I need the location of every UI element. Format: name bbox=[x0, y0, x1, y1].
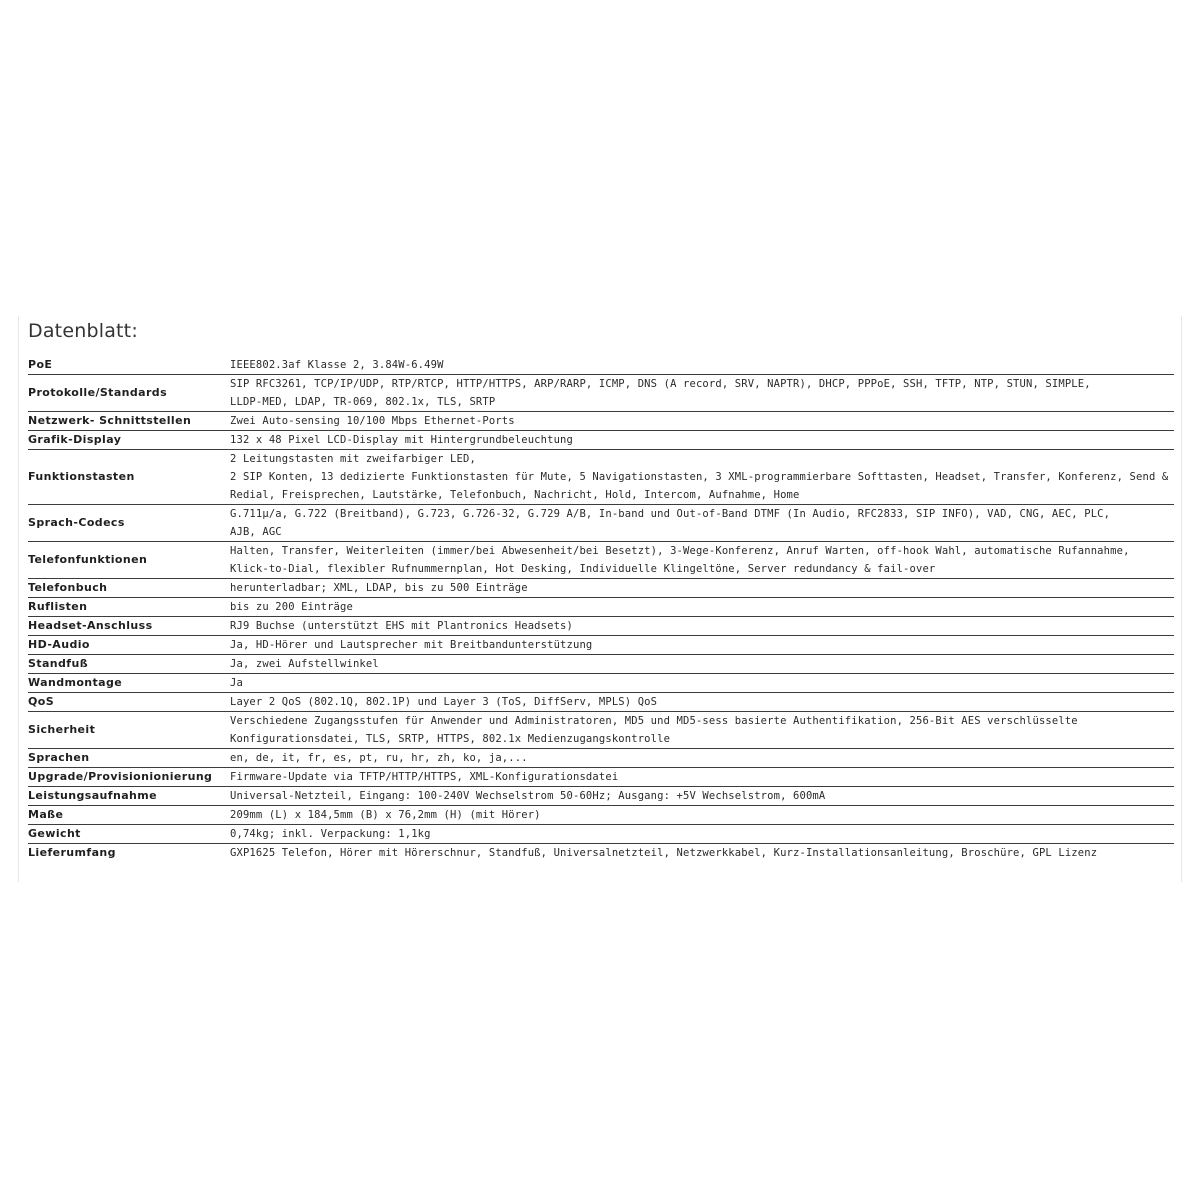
spec-value bbox=[230, 636, 1174, 655]
spec-value-line: 2 Leitungstasten mit zweifarbiger LED, bbox=[230, 453, 476, 465]
spec-label: Headset-Anschluss bbox=[28, 617, 230, 636]
spec-value bbox=[230, 806, 1174, 825]
spec-value-line: 0,74kg; inkl. Verpackung: 1,1kg bbox=[230, 828, 431, 840]
spec-value bbox=[230, 431, 1174, 450]
spec-value-line: RJ9 Buchse (unterstützt EHS mit Plantronics Headsets) bbox=[230, 620, 573, 632]
spec-value-line: herunterladbar; XML, LDAP, bis zu 500 Einträge bbox=[230, 582, 528, 594]
spec-row bbox=[28, 712, 1174, 749]
spec-label: Maße bbox=[28, 806, 230, 825]
spec-row bbox=[28, 375, 1174, 412]
spec-label: PoE bbox=[28, 356, 230, 375]
spec-label: Leistungsaufnahme bbox=[28, 787, 230, 806]
spec-label: Netzwerk- Schnittstellen bbox=[28, 412, 230, 431]
spec-row bbox=[28, 825, 1174, 844]
spec-label: Wandmontage bbox=[28, 674, 230, 693]
spec-value-line: IEEE802.3af Klasse 2, 3.84W-6.49W bbox=[230, 359, 444, 371]
spec-row bbox=[28, 598, 1174, 617]
spec-label: Gewicht bbox=[28, 825, 230, 844]
spec-value-line: Ja bbox=[230, 677, 243, 689]
spec-row bbox=[28, 450, 1174, 505]
spec-value-line: Konfigurationsdatei, TLS, SRTP, HTTPS, 802.1x Medienzugangskontrolle bbox=[230, 733, 671, 745]
spec-value-line: SIP RFC3261, TCP/IP/UDP, RTP/RTCP, HTTP/HTTPS, ARP/RARP, ICMP, DNS (A record, SRV, NAPTR), DHCP, PPPoE, SSH, TFTP, NTP, STUN, SIMPLE, bbox=[230, 378, 1091, 390]
spec-value-line: Ja, zwei Aufstellwinkel bbox=[230, 658, 379, 670]
spec-value-line: Layer 2 QoS (802.1Q, 802.1P) und Layer 3 (ToS, DiffServ, MPLS) QoS bbox=[230, 696, 658, 708]
spec-value bbox=[230, 844, 1174, 863]
spec-row bbox=[28, 579, 1174, 598]
spec-value-line: 209mm (L) x 184,5mm (B) x 76,2mm (H) (mit Hörer) bbox=[230, 809, 541, 821]
spec-value-line: Firmware-Update via TFTP/HTTP/HTTPS, XML-Konfigurationsdatei bbox=[230, 771, 619, 783]
spec-table-body bbox=[28, 356, 1174, 862]
spec-row bbox=[28, 356, 1174, 375]
spec-label: Standfuß bbox=[28, 655, 230, 674]
spec-value bbox=[230, 412, 1174, 431]
spec-row bbox=[28, 617, 1174, 636]
spec-label: Sicherheit bbox=[28, 712, 230, 749]
spec-value-line: Halten, Transfer, Weiterleiten (immer/bei Abwesenheit/bei Besetzt), 3-Wege-Konferenz, Anruf Warten, off-hook Wahl, automatische Rufannahme, bbox=[230, 545, 1130, 557]
spec-label: Telefonbuch bbox=[28, 579, 230, 598]
spec-value bbox=[230, 749, 1174, 768]
spec-row bbox=[28, 693, 1174, 712]
spec-value-line: en, de, it, fr, es, pt, ru, hr, zh, ko, ja,... bbox=[230, 752, 528, 764]
spec-value-line: GXP1625 Telefon, Hörer mit Hörerschnur, Standfuß, Universalnetzteil, Netzwerkkabel, Kurz-Installationsanleitung, Broschüre, GPL Lizenz bbox=[230, 847, 1098, 859]
spec-row bbox=[28, 749, 1174, 768]
spec-label: Grafik-Display bbox=[28, 431, 230, 450]
spec-value bbox=[230, 674, 1174, 693]
spec-label: Lieferumfang bbox=[28, 846, 116, 859]
spec-value bbox=[230, 598, 1174, 617]
spec-row bbox=[28, 431, 1174, 450]
spec-value-line: Verschiedene Zugangsstufen für Anwender und Administratoren, MD5 und MD5-sess basierte Authentifikation, 256-Bit AES verschlüsselte bbox=[230, 715, 1078, 727]
spec-value bbox=[230, 356, 1174, 375]
spec-row bbox=[28, 844, 1174, 863]
spec-value-line: bis zu 200 Einträge bbox=[230, 601, 353, 613]
spec-row bbox=[28, 768, 1174, 787]
spec-value-line: Ja, HD-Hörer und Lautsprecher mit Breitbandunterstützung bbox=[230, 639, 593, 651]
spec-row bbox=[28, 505, 1174, 542]
spec-value-line: Universal-Netzteil, Eingang: 100-240V Wechselstrom 50-60Hz; Ausgang: +5V Wechselstrom, 600mA bbox=[230, 790, 826, 802]
spec-value bbox=[230, 655, 1174, 674]
spec-value-line: AJB, AGC bbox=[230, 526, 282, 538]
spec-value-line: Zwei Auto-sensing 10/100 Mbps Ethernet-Ports bbox=[230, 415, 515, 427]
spec-value bbox=[230, 825, 1174, 844]
spec-label: QoS bbox=[28, 693, 230, 712]
spec-value-line: Redial, Freisprechen, Lautstärke, Telefonbuch, Nachricht, Hold, Intercom, Aufnahme, Home bbox=[230, 489, 800, 501]
spec-value bbox=[230, 617, 1174, 636]
spec-row bbox=[28, 674, 1174, 693]
spec-value-line: Klick-to-Dial, flexibler Rufnummernplan, Hot Desking, Individuelle Klingeltöne, Server redundancy & fail-over bbox=[230, 563, 936, 575]
datasheet-title: Datenblatt: bbox=[28, 320, 138, 342]
spec-value bbox=[230, 450, 1174, 505]
spec-value bbox=[230, 505, 1174, 542]
spec-value-line: G.711µ/a, G.722 (Breitband), G.723, G.726-32, G.729 A/B, In-band und Out-of-Band DTMF (In Audio, RFC2833, SIP INFO), VAD, CNG, AEC, PLC, bbox=[230, 508, 1111, 520]
spec-row bbox=[28, 787, 1174, 806]
spec-value bbox=[230, 768, 1174, 787]
spec-label: Sprach-Codecs bbox=[28, 505, 230, 542]
spec-label: Ruflisten bbox=[28, 598, 230, 617]
spec-label: Sprachen bbox=[28, 749, 230, 768]
spec-row bbox=[28, 655, 1174, 674]
spec-row bbox=[28, 806, 1174, 825]
spec-value bbox=[230, 712, 1174, 749]
spec-row bbox=[28, 542, 1174, 579]
spec-label: Funktionstasten bbox=[28, 450, 230, 505]
spec-value-line: 132 x 48 Pixel LCD-Display mit Hintergrundbeleuchtung bbox=[230, 434, 573, 446]
spec-row bbox=[28, 636, 1174, 655]
spec-row bbox=[28, 412, 1174, 431]
spec-value bbox=[230, 542, 1174, 579]
spec-value bbox=[230, 579, 1174, 598]
spec-table bbox=[28, 356, 1174, 862]
spec-value bbox=[230, 375, 1174, 412]
spec-label: Upgrade/Provisionionierung bbox=[28, 768, 230, 787]
spec-value bbox=[230, 787, 1174, 806]
spec-value-line: LLDP-MED, LDAP, TR-069, 802.1x, TLS, SRTP bbox=[230, 396, 496, 408]
spec-value-line: 2 SIP Konten, 13 dedizierte Funktionstasten für Mute, 5 Navigationstasten, 3 XML-programmierbare Softtasten, Headset, Transfer, Konferenz, Send & bbox=[230, 471, 1169, 483]
spec-label: Protokolle/Standards bbox=[28, 375, 230, 412]
spec-label: Telefonfunktionen bbox=[28, 542, 230, 579]
spec-value bbox=[230, 693, 1174, 712]
spec-label: HD-Audio bbox=[28, 636, 230, 655]
